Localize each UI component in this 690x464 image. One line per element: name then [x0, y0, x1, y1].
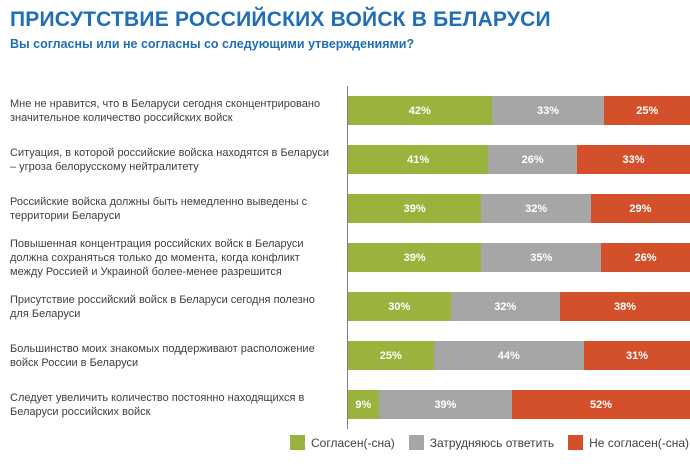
bar-segment-disagree	[560, 292, 690, 321]
row-bar-area	[347, 135, 690, 184]
stacked-bar	[348, 96, 690, 125]
bar-value-label: 42%	[408, 104, 431, 117]
legend-label: Не согласен(-сна)	[589, 435, 689, 450]
bar-segment-neutral	[481, 194, 590, 223]
bar-segment-disagree	[577, 145, 690, 174]
row-bar-area	[347, 282, 690, 331]
bar-value-label: 32%	[494, 300, 517, 313]
bar-value-label: 30%	[388, 300, 411, 313]
bar-segment-agree	[348, 194, 481, 223]
page-subtitle: Вы согласны или не согласны со следующими утверждениями?	[10, 37, 415, 52]
bar-value-label: 31%	[625, 349, 648, 362]
row-bar-area	[347, 184, 690, 233]
row-label: Ситуация, в которой российские войска находятся в Беларуси – угроза белорусскому нейтралитету	[10, 146, 329, 173]
chart-row	[0, 331, 690, 380]
chart-row	[0, 184, 690, 233]
legend-label: Затрудняюсь ответить	[429, 435, 555, 450]
chart-row	[0, 86, 690, 135]
bar-value-label: 26%	[634, 251, 657, 264]
stacked-bar	[348, 194, 690, 223]
stacked-bar	[348, 341, 690, 370]
bar-value-label: 41%	[407, 153, 430, 166]
stacked-bar	[348, 292, 690, 321]
bar-segment-agree	[348, 96, 492, 125]
bar-value-label: 25%	[636, 104, 659, 117]
bar-value-label: 38%	[613, 300, 637, 313]
page-title: ПРИСУТСТВИЕ РОССИЙСКИХ ВОЙСК В БЕЛАРУСИ	[10, 8, 551, 31]
bar-segment-neutral	[488, 145, 577, 174]
bar-value-label: 35%	[530, 251, 553, 264]
bar-value-label: 39%	[434, 398, 457, 411]
bar-value-label: 33%	[537, 104, 560, 117]
legend-item	[409, 435, 554, 450]
bar-value-label: 26%	[521, 153, 544, 166]
row-label: Российские войска должны быть немедленно выведены с территории Беларуси	[10, 195, 308, 222]
legend-swatch-neutral	[409, 435, 424, 450]
legend-swatch-disagree	[568, 435, 583, 450]
bar-segment-agree	[348, 341, 434, 370]
legend-label: Согласен(-сна)	[311, 435, 395, 450]
bar-segment-agree	[348, 145, 488, 174]
header	[0, 0, 690, 51]
chart-row	[0, 282, 690, 331]
bar-value-label: 9%	[355, 398, 372, 411]
bar-value-label: 33%	[622, 153, 645, 166]
row-bar-area	[347, 331, 690, 380]
bar-segment-disagree	[512, 390, 690, 419]
bar-segment-disagree	[584, 341, 690, 370]
bar-value-label: 44%	[497, 349, 520, 362]
row-label: Повышенная концентрация российских войск в Беларуси должна сохраняться только до момента, когда конфликт между Россией и Украиной более-менее разрешится	[10, 237, 304, 278]
bar-segment-neutral	[492, 96, 605, 125]
bar-value-label: 29%	[629, 202, 652, 215]
legend-swatch-agree	[290, 435, 305, 450]
row-bar-area	[347, 86, 690, 135]
stacked-bar-chart	[0, 86, 690, 429]
stacked-bar	[348, 145, 690, 174]
bar-segment-agree	[348, 243, 481, 272]
chart-row	[0, 233, 690, 282]
row-bar-area	[347, 380, 690, 429]
bar-segment-agree	[348, 292, 451, 321]
bar-segment-neutral	[481, 243, 601, 272]
row-label: Присутствие российский войск в Беларуси сегодня полезно для Беларуси	[10, 293, 315, 320]
bar-value-label: 39%	[403, 202, 426, 215]
row-label: Мне не нравится, что в Беларуси сегодня сконцентрировано значительное количество российских войск	[10, 97, 321, 124]
legend-item	[290, 435, 395, 450]
stacked-bar	[348, 390, 690, 419]
row-label: Следует увеличить количество постоянно находящихся в Беларуси российских войск	[10, 391, 305, 418]
bar-value-label: 25%	[379, 349, 402, 362]
bar-segment-agree	[348, 390, 379, 419]
row-bar-area	[347, 233, 690, 282]
bar-value-label: 32%	[525, 202, 548, 215]
bar-value-label: 39%	[403, 251, 426, 264]
bar-segment-disagree	[601, 243, 690, 272]
bar-segment-disagree	[591, 194, 690, 223]
chart-row	[0, 380, 690, 429]
row-label: Большинство моих знакомых поддерживают расположение войск России в Беларуси	[10, 342, 315, 369]
bar-segment-neutral	[379, 390, 512, 419]
bar-segment-disagree	[604, 96, 690, 125]
stacked-bar	[348, 243, 690, 272]
bar-value-label: 52%	[590, 398, 613, 411]
chart-row	[0, 135, 690, 184]
bar-segment-neutral	[434, 341, 584, 370]
bar-segment-neutral	[451, 292, 560, 321]
legend	[0, 435, 690, 450]
legend-item	[568, 435, 689, 450]
